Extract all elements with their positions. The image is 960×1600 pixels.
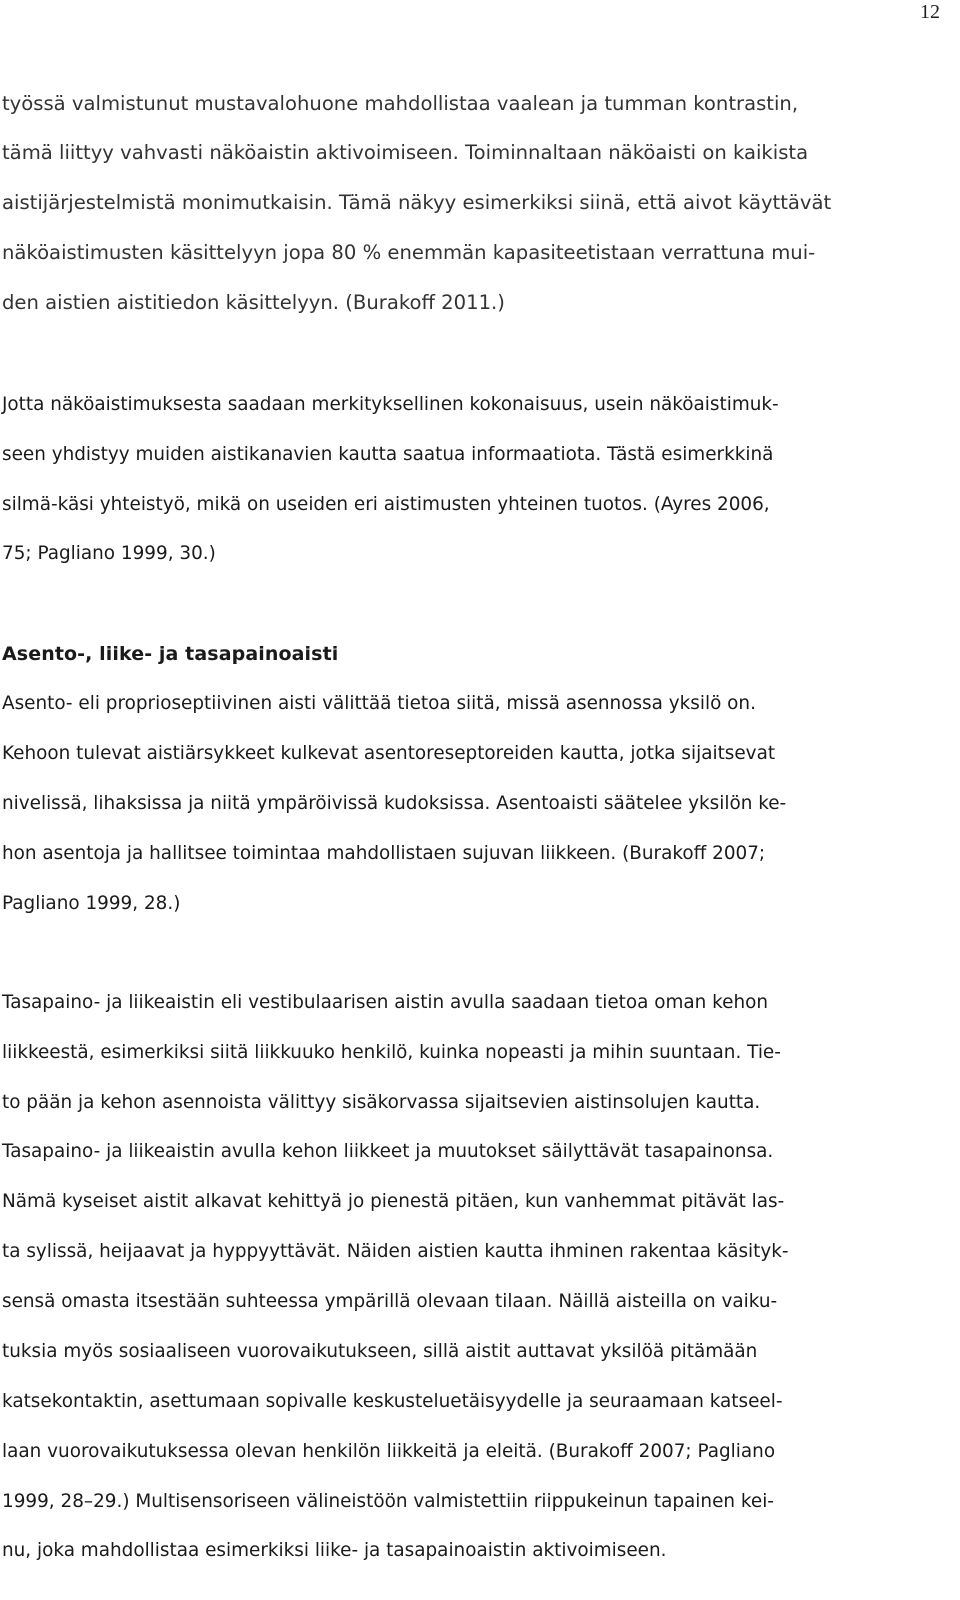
text-line: Nämä kyseiset aistit alkavat kehittyä jo pienestä pitäen, kun vanhemmat pitävät las- <box>2 1191 785 1212</box>
text-line: ta sylissä, heijaavat ja hyppyyttävät. Näiden aistien kautta ihminen rakentaa käsityk- <box>2 1241 789 1262</box>
text-line: hon asentoja ja hallitsee toimintaa mahdollistaen sujuvan liikkeen. (Burakoff 2007; <box>2 843 766 864</box>
text-line: Tasapaino- ja liikeaistin avulla kehon liikkeet ja muutokset säilyttävät tasapainonsa. <box>2 1141 774 1162</box>
section-heading: Asento-, liike- ja tasapainoaisti <box>2 643 339 665</box>
text-line: aistijärjestelmistä monimutkaisin. Tämä näkyy esimerkiksi siinä, että aivot käyttävät <box>2 191 832 214</box>
text-line: to pään ja kehon asennoista välittyy sisäkorvassa sijaitsevien aistinsolujen kautta. <box>2 1092 761 1113</box>
text-line: nu, joka mahdollistaa esimerkiksi liike- ja tasapainoaistin aktivoimiseen. <box>2 1540 667 1561</box>
text-line: silmä-käsi yhteistyö, mikä on useiden eri aistimusten yhteinen tuotos. (Ayres 2006, <box>2 494 770 515</box>
text-line: näköaistimusten käsittelyyn jopa 80 % enemmän kapasiteetistaan verrattuna mui- <box>2 241 816 264</box>
text-line: nivelissä, lihaksissa ja niitä ympäröivissä kudoksissa. Asentoaisti säätelee yksilön ke- <box>2 793 787 814</box>
text-line: Kehoon tulevat aistiärsykkeet kulkevat asentoreseptoreiden kautta, jotka sijaitsevat <box>2 743 776 764</box>
text-line: 1999, 28–29.) Multisensoriseen välineistöön valmistettiin riippukeinun tapainen kei- <box>2 1491 774 1512</box>
text-line: seen yhdistyy muiden aistikanavien kautta saatua informaatiota. Tästä esimerkkinä <box>2 444 774 465</box>
text-line: tämä liittyy vahvasti näköaistin aktivoimiseen. Toiminnaltaan näköaisti on kaikista <box>2 141 809 164</box>
text-line: den aistien aistitiedon käsittelyyn. (Burakoff 2011.) <box>2 291 505 314</box>
text-line: Pagliano 1999, 28.) <box>2 893 181 914</box>
text-line: työssä valmistunut mustavalohuone mahdollistaa vaalean ja tumman kontrastin, <box>2 92 799 115</box>
text-line: katsekontaktin, asettumaan sopivalle keskusteluetäisyydelle ja seuraamaan katseel- <box>2 1391 783 1412</box>
text-line: Tasapaino- ja liikeaistin eli vestibulaarisen aistin avulla saadaan tietoa oman kehon <box>2 992 769 1013</box>
text-line: laan vuorovaikutuksessa olevan henkilön liikkeitä ja eleitä. (Burakoff 2007; Pagliano <box>2 1441 776 1462</box>
text-line: Jotta näköaistimuksesta saadaan merkityksellinen kokonaisuus, usein näköaistimuk- <box>2 394 779 415</box>
text-line: sensä omasta itsestään suhteessa ympärillä olevaan tilaan. Näillä aisteilla on vaiku- <box>2 1291 778 1312</box>
text-line: 75; Pagliano 1999, 30.) <box>2 543 216 564</box>
text-line: tuksia myös sosiaaliseen vuorovaikutukseen, sillä aistit auttavat yksilöä pitämään <box>2 1341 758 1362</box>
page-number: 12 <box>920 1 940 23</box>
text-line: liikkeestä, esimerkiksi siitä liikkuuko henkilö, kuinka nopeasti ja mihin suuntaan. Tie- <box>2 1042 781 1063</box>
text-line: Asento- eli proprioseptiivinen aisti välittää tietoa siitä, missä asennossa yksilö on. <box>2 693 756 714</box>
